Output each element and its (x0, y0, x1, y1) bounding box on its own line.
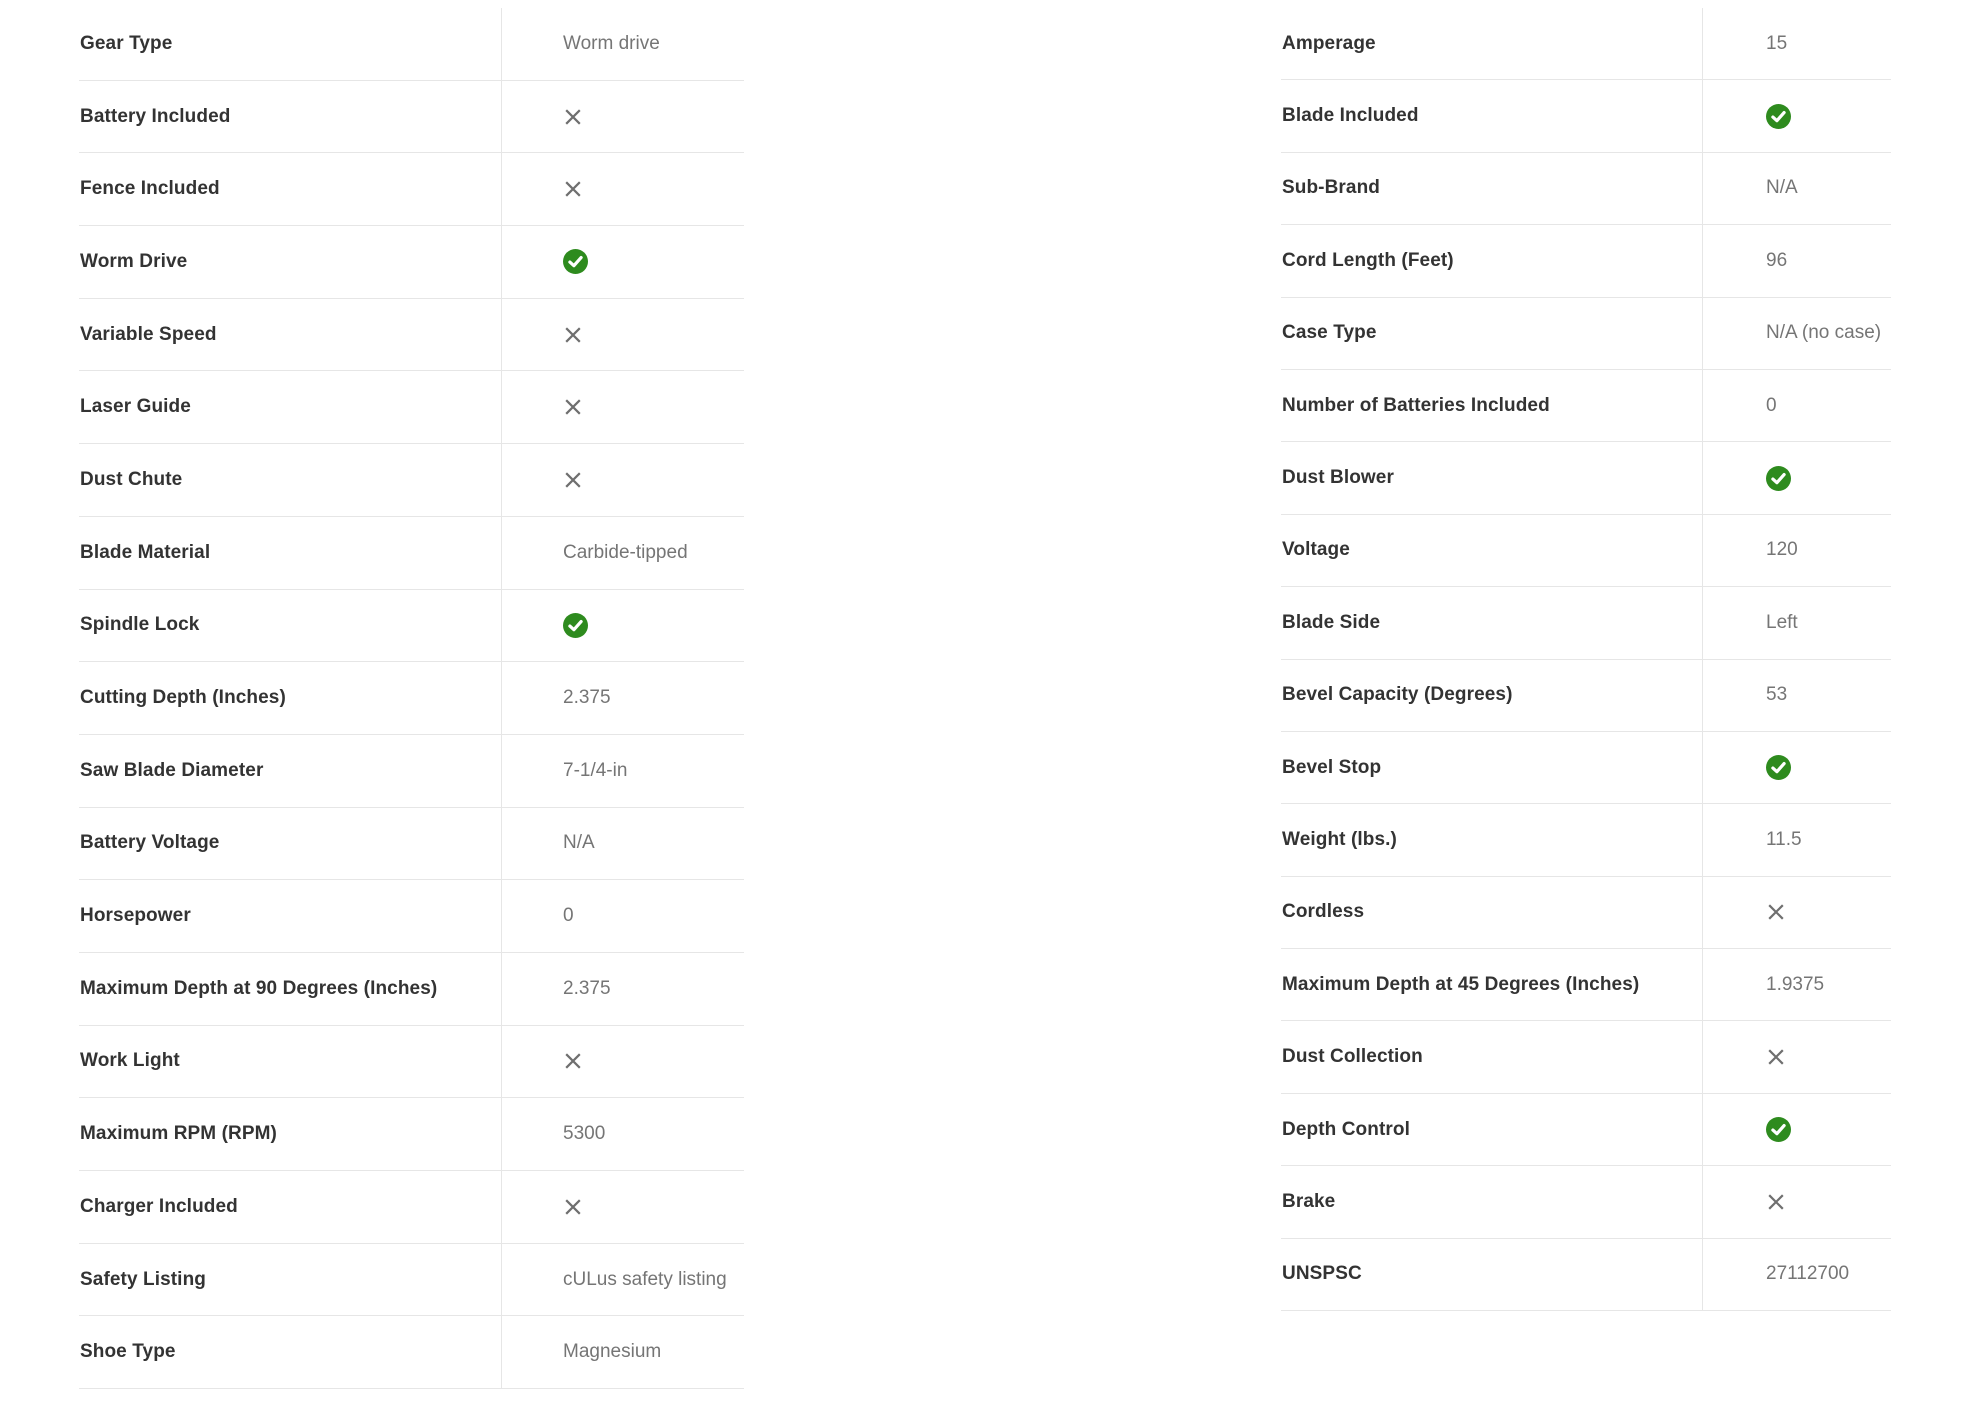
spec-row (79, 662, 744, 735)
spec-label: Shoe Type (80, 1341, 176, 1363)
spec-row (1281, 660, 1891, 732)
spec-value-cell (1702, 877, 1891, 948)
x-mark-icon (563, 179, 583, 199)
spec-row (1281, 1166, 1891, 1238)
spec-value-cell (1702, 1094, 1891, 1165)
spec-value: N/A (563, 832, 595, 854)
spec-value-cell (1702, 442, 1891, 513)
spec-value: cULus safety listing (563, 1268, 727, 1290)
spec-label: Weight (lbs.) (1282, 828, 1397, 850)
check-circle-icon (1766, 104, 1791, 129)
spec-label: Work Light (80, 1050, 180, 1072)
spec-label: Case Type (1282, 322, 1377, 344)
spec-value-cell (501, 808, 744, 880)
spec-row (79, 1316, 744, 1389)
spec-label: Amperage (1282, 32, 1376, 54)
spec-value-cell (1702, 732, 1891, 803)
spec-row (79, 444, 744, 517)
check-circle-icon (563, 613, 588, 638)
spec-row (1281, 515, 1891, 587)
spec-label: Bevel Stop (1282, 756, 1382, 778)
spec-value-cell (501, 517, 744, 589)
spec-value: 2.375 (563, 687, 611, 709)
spec-row (79, 299, 744, 372)
spec-label: Spindle Lock (80, 614, 200, 636)
spec-value: 15 (1766, 32, 1788, 54)
spec-value-cell (1702, 587, 1891, 658)
spec-row (1281, 225, 1891, 297)
spec-value-cell (1702, 80, 1891, 151)
spec-row (1281, 153, 1891, 225)
spec-row (79, 1026, 744, 1099)
spec-row (79, 808, 744, 881)
spec-value: Carbide-tipped (563, 541, 688, 563)
spec-value-cell (501, 880, 744, 952)
spec-value: Left (1766, 611, 1798, 633)
spec-label: Charger Included (80, 1195, 238, 1217)
spec-label: Battery Included (80, 105, 231, 127)
spec-label: Horsepower (80, 905, 191, 927)
spec-row (1281, 298, 1891, 370)
spec-value: 5300 (563, 1123, 606, 1145)
spec-value: 7-1/4-in (563, 759, 628, 781)
spec-value-cell (501, 299, 744, 371)
spec-row (1281, 1239, 1891, 1311)
spec-label: Battery Voltage (80, 832, 220, 854)
spec-value-cell (501, 371, 744, 443)
x-mark-icon (563, 107, 583, 127)
spec-value-cell (501, 1316, 744, 1388)
spec-value-cell (501, 953, 744, 1025)
spec-label: Maximum RPM (RPM) (80, 1123, 277, 1145)
spec-label: Bevel Capacity (Degrees) (1282, 684, 1513, 706)
spec-label: Voltage (1282, 539, 1350, 561)
spec-value-cell (501, 153, 744, 225)
spec-value-cell (501, 662, 744, 734)
spec-row (79, 153, 744, 226)
spec-label: Maximum Depth at 45 Degrees (Inches) (1282, 973, 1640, 995)
spec-value-cell (1702, 225, 1891, 296)
spec-label: Sub-Brand (1282, 177, 1381, 199)
spec-value: 96 (1766, 249, 1788, 271)
x-mark-icon (563, 470, 583, 490)
spec-value: N/A (1766, 177, 1798, 199)
spec-value-cell (501, 81, 744, 153)
spec-value-cell (1702, 949, 1891, 1020)
spec-value-cell (501, 1026, 744, 1098)
spec-row (79, 590, 744, 663)
spec-row (1281, 949, 1891, 1021)
spec-row (79, 226, 744, 299)
spec-label: Dust Blower (1282, 467, 1394, 489)
spec-value-cell (501, 590, 744, 662)
spec-row (79, 880, 744, 953)
spec-value-cell (1702, 660, 1891, 731)
x-mark-icon (1766, 902, 1786, 922)
spec-label: Cordless (1282, 901, 1365, 923)
spec-value: 0 (1766, 394, 1777, 416)
spec-row (79, 735, 744, 808)
check-circle-icon (1766, 1117, 1791, 1142)
spec-label: Blade Included (1282, 105, 1419, 127)
spec-value-cell (1702, 298, 1891, 369)
x-mark-icon (563, 1197, 583, 1217)
spec-value-cell (501, 226, 744, 298)
spec-label: Maximum Depth at 90 Degrees (Inches) (80, 977, 438, 999)
spec-row (79, 517, 744, 590)
spec-value-cell (501, 1098, 744, 1170)
spec-row (1281, 80, 1891, 152)
x-mark-icon (1766, 1047, 1786, 1067)
spec-row (79, 371, 744, 444)
spec-value: 53 (1766, 684, 1788, 706)
spec-value: 120 (1766, 539, 1798, 561)
check-circle-icon (1766, 755, 1791, 780)
spec-value-cell (1702, 1021, 1891, 1092)
spec-value-cell (1702, 1166, 1891, 1237)
spec-value: Worm drive (563, 32, 660, 54)
spec-value-cell (501, 1171, 744, 1243)
spec-label: Cord Length (Feet) (1282, 249, 1454, 271)
spec-value: N/A (no case) (1766, 322, 1882, 344)
spec-label: Cutting Depth (Inches) (80, 687, 286, 709)
spec-row (1281, 1094, 1891, 1166)
spec-value-cell (1702, 1239, 1891, 1310)
spec-label: Dust Chute (80, 468, 183, 490)
spec-row (79, 953, 744, 1026)
spec-value: Magnesium (563, 1341, 662, 1363)
spec-label: Fence Included (80, 178, 220, 200)
spec-value-cell (1702, 515, 1891, 586)
spec-value: 11.5 (1766, 828, 1802, 850)
spec-row (79, 8, 744, 81)
spec-row (79, 1098, 744, 1171)
spec-label: Blade Side (1282, 611, 1381, 633)
spec-label: Gear Type (80, 32, 173, 54)
spec-row (79, 81, 744, 154)
spec-value: 2.375 (563, 977, 611, 999)
spec-row (1281, 877, 1891, 949)
spec-label: Blade Material (80, 541, 211, 563)
x-mark-icon (563, 325, 583, 345)
spec-value-cell (501, 8, 744, 80)
spec-label: UNSPSC (1282, 1263, 1362, 1285)
spec-row (1281, 732, 1891, 804)
check-circle-icon (563, 249, 588, 274)
spec-value-cell (1702, 8, 1891, 79)
spec-value-cell (1702, 804, 1891, 875)
spec-value-cell (501, 444, 744, 516)
spec-value-cell (1702, 153, 1891, 224)
spec-row (1281, 370, 1891, 442)
x-mark-icon (1766, 1192, 1786, 1212)
check-circle-icon (1766, 466, 1791, 491)
x-mark-icon (563, 1051, 583, 1071)
spec-label: Saw Blade Diameter (80, 759, 264, 781)
spec-value: 0 (563, 905, 574, 927)
spec-label: Number of Batteries Included (1282, 394, 1550, 416)
spec-row (1281, 442, 1891, 514)
spec-row (79, 1171, 744, 1244)
spec-table-left (79, 8, 744, 1389)
spec-value-cell (501, 735, 744, 807)
spec-label: Brake (1282, 1190, 1336, 1212)
spec-value-cell (1702, 370, 1891, 441)
spec-row (1281, 804, 1891, 876)
spec-label: Laser Guide (80, 396, 191, 418)
spec-label: Variable Speed (80, 323, 217, 345)
spec-value: 1.9375 (1766, 973, 1825, 995)
spec-table-right (1281, 8, 1891, 1311)
spec-label: Dust Collection (1282, 1046, 1423, 1068)
spec-value: 27112700 (1766, 1263, 1850, 1285)
spec-label: Safety Listing (80, 1268, 206, 1290)
spec-row (1281, 587, 1891, 659)
spec-row (1281, 8, 1891, 80)
spec-value-cell (501, 1244, 744, 1316)
spec-label: Worm Drive (80, 250, 188, 272)
spec-label: Depth Control (1282, 1118, 1410, 1140)
spec-row (79, 1244, 744, 1317)
x-mark-icon (563, 397, 583, 417)
spec-row (1281, 1021, 1891, 1093)
